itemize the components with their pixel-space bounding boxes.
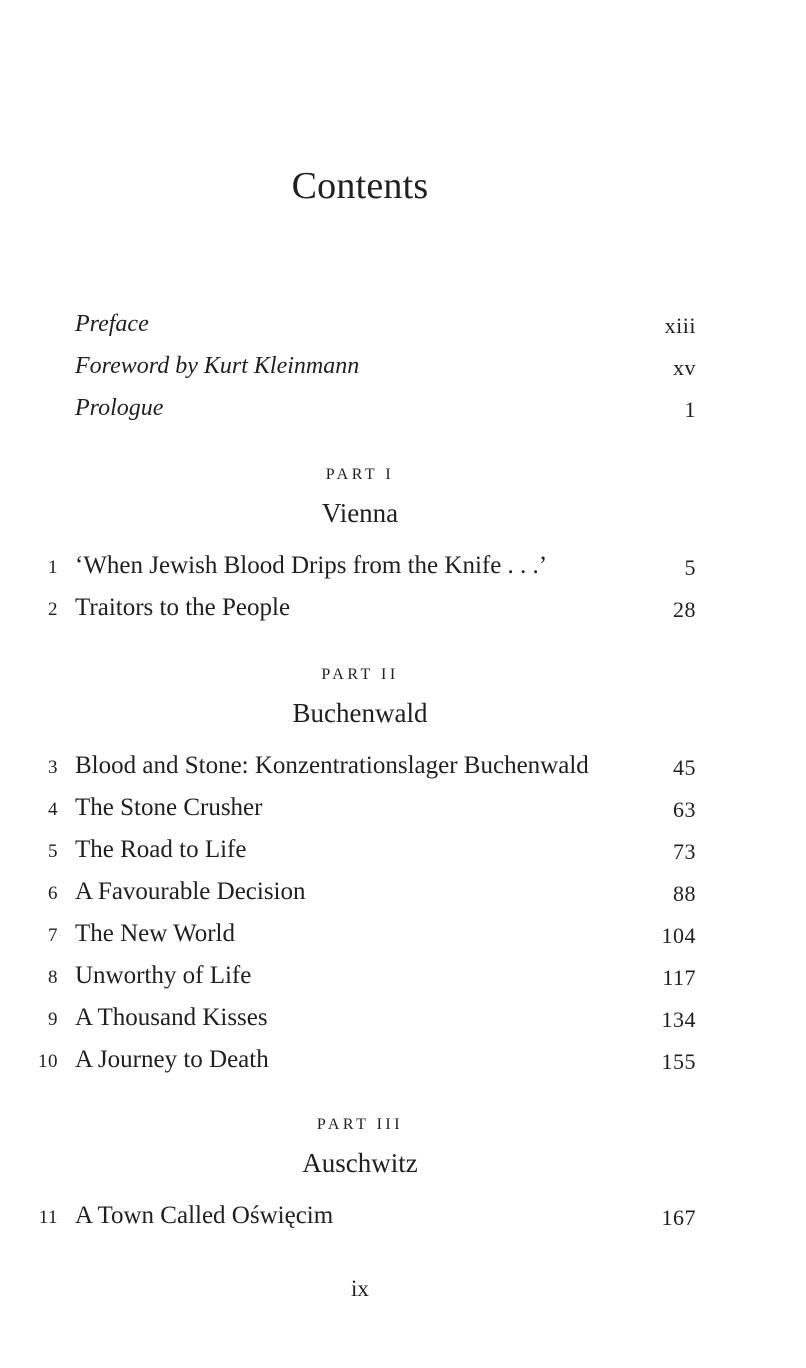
entry-title: The Stone Crusher (75, 794, 263, 821)
part-title: Buchenwald (292, 698, 428, 728)
entry-page: 117 (662, 965, 696, 990)
chapter-number: 8 (48, 967, 58, 988)
entry-title: Traitors to the People (75, 594, 291, 621)
entry-page: xv (673, 355, 696, 380)
chapter-number: 6 (48, 883, 58, 904)
chapter-number: 5 (48, 841, 58, 862)
entry-title: A Favourable Decision (75, 878, 306, 905)
entry-title: Prologue (75, 395, 164, 421)
entry-page: xiii (664, 313, 696, 338)
toc-entry-chapter[interactable] (0, 548, 806, 584)
entry-title: A Town Called Oświęcim (75, 1202, 334, 1229)
part-label: PART II (321, 666, 399, 683)
part-label: PART III (316, 1116, 404, 1133)
toc-entry-chapter[interactable] (0, 1042, 806, 1078)
chapter-number: 7 (48, 925, 58, 946)
entry-page: 63 (673, 797, 696, 822)
entry-page: 28 (673, 597, 696, 622)
chapter-number: 11 (38, 1207, 58, 1228)
toc-entry-chapter[interactable] (0, 590, 806, 626)
page-title: Contents (291, 165, 429, 207)
entry-page: 45 (673, 755, 696, 780)
entry-page: 167 (661, 1205, 696, 1230)
chapter-number: 10 (38, 1051, 58, 1072)
chapter-number: 4 (48, 799, 58, 820)
toc-entry-chapter[interactable] (0, 874, 806, 910)
entry-page: 5 (684, 555, 696, 580)
part-title: Vienna (321, 498, 399, 528)
toc-entry-chapter[interactable] (0, 1000, 806, 1036)
chapter-number: 2 (48, 599, 58, 620)
entry-title: A Thousand Kisses (75, 1004, 268, 1031)
entry-title: ‘When Jewish Blood Drips from the Knife . . .’ (75, 552, 548, 579)
entry-page: 155 (661, 1049, 696, 1074)
chapter-number: 9 (48, 1009, 58, 1030)
entry-title: The Road to Life (75, 836, 247, 863)
toc-entry-chapter[interactable] (0, 748, 806, 784)
entry-title: The New World (75, 920, 235, 947)
entry-page: 1 (684, 397, 696, 422)
entry-title: Preface (75, 311, 149, 337)
toc-entry-chapter[interactable] (0, 1198, 806, 1234)
part-title: Auschwitz (302, 1148, 418, 1178)
entry-page: 134 (661, 1007, 696, 1032)
chapter-number: 1 (48, 557, 58, 578)
toc-entry-foreword[interactable] (0, 348, 806, 384)
toc-entry-chapter[interactable] (0, 916, 806, 952)
toc-entry-preface[interactable] (0, 306, 806, 342)
entry-page: 73 (673, 839, 696, 864)
entry-page: 88 (673, 881, 696, 906)
part-label: PART I (325, 466, 395, 483)
toc-entry-chapter[interactable] (0, 790, 806, 826)
entry-title: A Journey to Death (75, 1046, 269, 1073)
entry-title: Foreword by Kurt Kleinmann (75, 353, 360, 379)
entry-title: Blood and Stone: Konzentrationslager Buchenwald (75, 752, 589, 779)
chapter-number: 3 (48, 757, 58, 778)
toc-entry-chapter[interactable] (0, 958, 806, 994)
entry-page: 104 (661, 923, 696, 948)
toc-entry-chapter[interactable] (0, 832, 806, 868)
page-number: ix (351, 1276, 369, 1301)
toc-entry-prologue[interactable] (0, 390, 806, 426)
entry-title: Unworthy of Life (75, 962, 252, 989)
